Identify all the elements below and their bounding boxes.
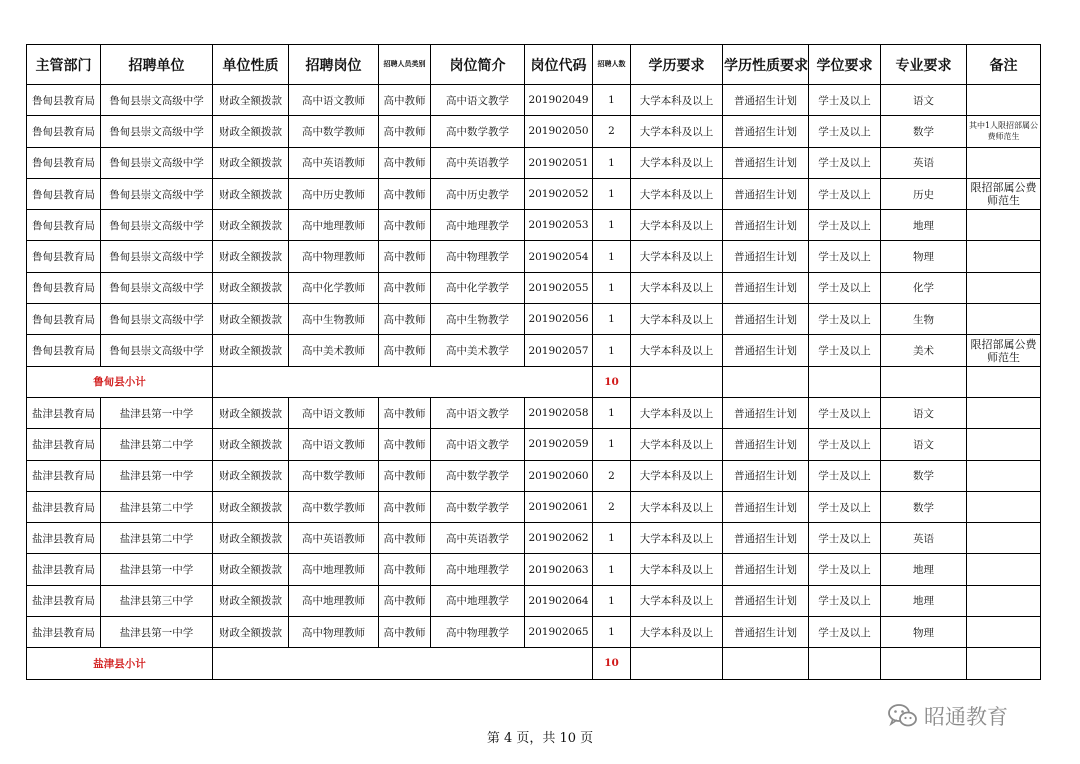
table-cell: 普通招生计划	[723, 429, 809, 460]
table-cell: 语文	[881, 397, 967, 428]
subtotal-blank	[213, 366, 593, 397]
table-row	[27, 523, 1041, 554]
table-cell: 普通招生计划	[723, 335, 809, 366]
subtotal-empty-cell	[809, 648, 881, 679]
table-cell: 普通招生计划	[723, 210, 809, 241]
table-cell: 1	[593, 272, 631, 303]
header-cell: 岗位代码	[525, 45, 593, 85]
table-cell: 高中教师	[379, 147, 431, 178]
table-cell: 语文	[881, 85, 967, 116]
table-cell: 财政全额拨款	[213, 617, 289, 648]
table-row	[27, 241, 1041, 272]
table-cell: 普通招生计划	[723, 241, 809, 272]
table-cell: 高中教师	[379, 304, 431, 335]
table-cell: 盐津县教育局	[27, 523, 101, 554]
subtotal-empty-cell	[967, 648, 1041, 679]
remark-cell: 限招部属公费师范生	[967, 335, 1041, 366]
table-cell: 高中美术教学	[431, 335, 525, 366]
table-cell: 财政全额拨款	[213, 116, 289, 147]
table-cell: 201902061	[525, 491, 593, 522]
table-cell: 盐津县第二中学	[101, 429, 213, 460]
table-row	[27, 617, 1041, 648]
table-cell: 高中语文教师	[289, 85, 379, 116]
table-cell: 大学本科及以上	[631, 585, 723, 616]
table-cell: 高中地理教学	[431, 585, 525, 616]
subtotal-value: 10	[593, 648, 631, 679]
table-cell: 财政全额拨款	[213, 85, 289, 116]
table-cell: 高中教师	[379, 272, 431, 303]
table-cell: 学士及以上	[809, 116, 881, 147]
table-cell: 201902064	[525, 585, 593, 616]
table-cell: 地理	[881, 210, 967, 241]
table-cell: 鲁甸县教育局	[27, 272, 101, 303]
remark-cell	[967, 85, 1041, 116]
table-cell: 财政全额拨款	[213, 429, 289, 460]
table-cell: 盐津县第三中学	[101, 585, 213, 616]
remark-cell	[967, 241, 1041, 272]
table-cell: 财政全额拨款	[213, 585, 289, 616]
table-cell: 高中生物教师	[289, 304, 379, 335]
header-cell: 学历性质要求	[723, 45, 809, 85]
remark-cell: 限招部属公费师范生	[967, 178, 1041, 209]
page-number: 第 4 页，共 10 页	[486, 731, 594, 746]
table-cell: 盐津县教育局	[27, 397, 101, 428]
table-cell: 数学	[881, 116, 967, 147]
table-cell: 普通招生计划	[723, 523, 809, 554]
table-cell: 盐津县第二中学	[101, 491, 213, 522]
table-cell: 学士及以上	[809, 460, 881, 491]
table-cell: 学士及以上	[809, 491, 881, 522]
watermark-text: 昭通教育	[924, 705, 1008, 729]
header-cell: 招聘岗位	[289, 45, 379, 85]
table-cell: 高中英语教师	[289, 147, 379, 178]
table-cell: 学士及以上	[809, 210, 881, 241]
table-cell: 鲁甸县崇文高级中学	[101, 335, 213, 366]
table-cell: 盐津县第一中学	[101, 554, 213, 585]
table-cell: 生物	[881, 304, 967, 335]
table-cell: 1	[593, 554, 631, 585]
header-cell: 专业要求	[881, 45, 967, 85]
table-cell: 盐津县教育局	[27, 460, 101, 491]
table-cell: 财政全额拨款	[213, 523, 289, 554]
subtotal-blank	[213, 648, 593, 679]
table-cell: 学士及以上	[809, 147, 881, 178]
table-cell: 2	[593, 491, 631, 522]
table-cell: 高中地理教师	[289, 210, 379, 241]
table-cell: 高中物理教学	[431, 617, 525, 648]
table-cell: 高中物理教师	[289, 241, 379, 272]
table-cell: 201902063	[525, 554, 593, 585]
table-cell: 语文	[881, 429, 967, 460]
watermark	[888, 700, 1008, 732]
table-cell: 大学本科及以上	[631, 491, 723, 522]
table-cell: 高中教师	[379, 491, 431, 522]
table-cell: 大学本科及以上	[631, 147, 723, 178]
table-cell: 学士及以上	[809, 272, 881, 303]
table-cell: 201902054	[525, 241, 593, 272]
header-cell: 学位要求	[809, 45, 881, 85]
table-cell: 大学本科及以上	[631, 85, 723, 116]
table-cell: 高中物理教学	[431, 241, 525, 272]
table-cell: 201902050	[525, 116, 593, 147]
subtotal-empty-cell	[723, 366, 809, 397]
table-cell: 1	[593, 523, 631, 554]
table-cell: 鲁甸县教育局	[27, 210, 101, 241]
subtotal-empty-cell	[881, 366, 967, 397]
table-cell: 普通招生计划	[723, 585, 809, 616]
table-cell: 普通招生计划	[723, 554, 809, 585]
table-cell: 普通招生计划	[723, 178, 809, 209]
table-cell: 201902059	[525, 429, 593, 460]
table-cell: 高中数学教学	[431, 460, 525, 491]
table-cell: 盐津县教育局	[27, 491, 101, 522]
table-cell: 鲁甸县教育局	[27, 178, 101, 209]
table-cell: 高中化学教师	[289, 272, 379, 303]
table-cell: 高中语文教师	[289, 397, 379, 428]
table-cell: 鲁甸县崇文高级中学	[101, 85, 213, 116]
table-cell: 学士及以上	[809, 304, 881, 335]
table-cell: 201902051	[525, 147, 593, 178]
remark-cell	[967, 523, 1041, 554]
table-row	[27, 460, 1041, 491]
table-cell: 高中历史教师	[289, 178, 379, 209]
remark-cell	[967, 554, 1041, 585]
header-cell: 招聘单位	[101, 45, 213, 85]
table-cell: 美术	[881, 335, 967, 366]
table-row	[27, 147, 1041, 178]
table-cell: 大学本科及以上	[631, 429, 723, 460]
table-cell: 1	[593, 304, 631, 335]
table-cell: 学士及以上	[809, 585, 881, 616]
table-cell: 普通招生计划	[723, 147, 809, 178]
table-cell: 大学本科及以上	[631, 523, 723, 554]
remark-cell	[967, 617, 1041, 648]
table-cell: 1	[593, 147, 631, 178]
table-cell: 高中教师	[379, 617, 431, 648]
table-cell: 201902053	[525, 210, 593, 241]
table-cell: 201902055	[525, 272, 593, 303]
table-cell: 高中数学教师	[289, 116, 379, 147]
remark-cell	[967, 491, 1041, 522]
table-cell: 历史	[881, 178, 967, 209]
table-cell: 1	[593, 617, 631, 648]
table-cell: 高中化学教学	[431, 272, 525, 303]
table-cell: 大学本科及以上	[631, 460, 723, 491]
table-cell: 高中语文教学	[431, 85, 525, 116]
table-cell: 英语	[881, 523, 967, 554]
table-row	[27, 304, 1041, 335]
table-cell: 高中教师	[379, 585, 431, 616]
table-cell: 财政全额拨款	[213, 241, 289, 272]
table-cell: 2	[593, 460, 631, 491]
table-cell: 财政全额拨款	[213, 147, 289, 178]
table-cell: 201902057	[525, 335, 593, 366]
table-cell: 高中数学教学	[431, 116, 525, 147]
table-cell: 财政全额拨款	[213, 491, 289, 522]
table-cell: 盐津县教育局	[27, 554, 101, 585]
table-cell: 201902058	[525, 397, 593, 428]
table-cell: 高中数学教师	[289, 460, 379, 491]
table-cell: 鲁甸县崇文高级中学	[101, 304, 213, 335]
table-cell: 鲁甸县崇文高级中学	[101, 178, 213, 209]
table-cell: 盐津县第一中学	[101, 460, 213, 491]
remark-cell: 其中1人限招部属公费师范生	[967, 116, 1041, 147]
subtotal-row	[27, 366, 1041, 397]
table-cell: 高中数学教学	[431, 491, 525, 522]
table-cell: 盐津县第二中学	[101, 523, 213, 554]
table-cell: 财政全额拨款	[213, 210, 289, 241]
table-cell: 大学本科及以上	[631, 116, 723, 147]
table-cell: 普通招生计划	[723, 116, 809, 147]
table-cell: 鲁甸县崇文高级中学	[101, 272, 213, 303]
table-cell: 普通招生计划	[723, 397, 809, 428]
table-row	[27, 116, 1041, 147]
table-cell: 高中教师	[379, 85, 431, 116]
header-cell: 备注	[967, 45, 1041, 85]
remark-cell	[967, 210, 1041, 241]
remark-cell	[967, 460, 1041, 491]
table-cell: 高中历史教学	[431, 178, 525, 209]
table-cell: 学士及以上	[809, 429, 881, 460]
header-cell: 主管部门	[27, 45, 101, 85]
table-cell: 高中英语教学	[431, 523, 525, 554]
table-body	[27, 85, 1041, 680]
table-cell: 201902052	[525, 178, 593, 209]
table-cell: 大学本科及以上	[631, 304, 723, 335]
header-cell: 岗位简介	[431, 45, 525, 85]
subtotal-value: 10	[593, 366, 631, 397]
table-cell: 鲁甸县崇文高级中学	[101, 210, 213, 241]
table-cell: 鲁甸县教育局	[27, 147, 101, 178]
table-cell: 地理	[881, 554, 967, 585]
table-cell: 化学	[881, 272, 967, 303]
table-cell: 高中教师	[379, 178, 431, 209]
table-cell: 鲁甸县崇文高级中学	[101, 116, 213, 147]
table-cell: 1	[593, 85, 631, 116]
header-cell: 单位性质	[213, 45, 289, 85]
table-cell: 财政全额拨款	[213, 304, 289, 335]
table-cell: 鲁甸县教育局	[27, 85, 101, 116]
header-cell: 学历要求	[631, 45, 723, 85]
remark-cell	[967, 429, 1041, 460]
table-cell: 大学本科及以上	[631, 397, 723, 428]
table-cell: 鲁甸县崇文高级中学	[101, 241, 213, 272]
table-cell: 高中数学教师	[289, 491, 379, 522]
table-cell: 高中物理教师	[289, 617, 379, 648]
table-cell: 1	[593, 210, 631, 241]
table-cell: 鲁甸县教育局	[27, 116, 101, 147]
table-cell: 财政全额拨款	[213, 460, 289, 491]
table-cell: 1	[593, 178, 631, 209]
header-cell: 招聘人员类别	[379, 45, 431, 85]
table-row	[27, 554, 1041, 585]
table-cell: 盐津县第一中学	[101, 617, 213, 648]
table-cell: 高中教师	[379, 397, 431, 428]
table-cell: 大学本科及以上	[631, 241, 723, 272]
table-cell: 学士及以上	[809, 241, 881, 272]
table-cell: 高中地理教师	[289, 554, 379, 585]
table-cell: 财政全额拨款	[213, 178, 289, 209]
table-cell: 学士及以上	[809, 523, 881, 554]
table-cell: 学士及以上	[809, 554, 881, 585]
table-cell: 地理	[881, 585, 967, 616]
table-cell: 高中语文教学	[431, 429, 525, 460]
table-cell: 盐津县教育局	[27, 429, 101, 460]
subtotal-empty-cell	[631, 366, 723, 397]
table-cell: 高中英语教师	[289, 523, 379, 554]
table-cell: 普通招生计划	[723, 304, 809, 335]
table-cell: 高中语文教师	[289, 429, 379, 460]
table-cell: 大学本科及以上	[631, 335, 723, 366]
table-cell: 学士及以上	[809, 178, 881, 209]
table-cell: 鲁甸县教育局	[27, 335, 101, 366]
table-cell: 学士及以上	[809, 397, 881, 428]
table-cell: 高中教师	[379, 116, 431, 147]
table-cell: 201902065	[525, 617, 593, 648]
table-cell: 1	[593, 585, 631, 616]
header-cell: 招聘人数	[593, 45, 631, 85]
table-cell: 高中语文教学	[431, 397, 525, 428]
table-cell: 学士及以上	[809, 335, 881, 366]
table-cell: 201902062	[525, 523, 593, 554]
table-row	[27, 335, 1041, 366]
table-cell: 1	[593, 429, 631, 460]
table-cell: 大学本科及以上	[631, 272, 723, 303]
table-row	[27, 585, 1041, 616]
subtotal-empty-cell	[967, 366, 1041, 397]
table-cell: 财政全额拨款	[213, 272, 289, 303]
subtotal-empty-cell	[631, 648, 723, 679]
table-cell: 盐津县教育局	[27, 585, 101, 616]
table-cell: 201902056	[525, 304, 593, 335]
subtotal-empty-cell	[809, 366, 881, 397]
table-cell: 学士及以上	[809, 85, 881, 116]
subtotal-label: 鲁甸县小计	[27, 366, 213, 397]
table-cell: 大学本科及以上	[631, 554, 723, 585]
table-row	[27, 178, 1041, 209]
table-cell: 物理	[881, 241, 967, 272]
table-cell: 高中教师	[379, 523, 431, 554]
table-cell: 鲁甸县教育局	[27, 304, 101, 335]
table-cell: 财政全额拨款	[213, 397, 289, 428]
table-cell: 盐津县第一中学	[101, 397, 213, 428]
table-cell: 数学	[881, 460, 967, 491]
table-cell: 1	[593, 397, 631, 428]
table-cell: 数学	[881, 491, 967, 522]
table-cell: 高中教师	[379, 241, 431, 272]
table-row	[27, 397, 1041, 428]
table-cell: 高中教师	[379, 210, 431, 241]
table-cell: 高中教师	[379, 429, 431, 460]
table-cell: 财政全额拨款	[213, 335, 289, 366]
table-cell: 盐津县教育局	[27, 617, 101, 648]
wechat-icon	[888, 703, 918, 729]
remark-cell	[967, 304, 1041, 335]
table-cell: 大学本科及以上	[631, 210, 723, 241]
table-cell: 高中生物教学	[431, 304, 525, 335]
table-row	[27, 429, 1041, 460]
table-cell: 201902049	[525, 85, 593, 116]
table-cell: 普通招生计划	[723, 491, 809, 522]
table-cell: 2	[593, 116, 631, 147]
table-cell: 普通招生计划	[723, 272, 809, 303]
table-cell: 鲁甸县教育局	[27, 241, 101, 272]
table-cell: 高中英语教学	[431, 147, 525, 178]
table-header-row	[27, 45, 1041, 85]
table-cell: 1	[593, 241, 631, 272]
table-cell: 高中美术教师	[289, 335, 379, 366]
table-cell: 英语	[881, 147, 967, 178]
table-cell: 高中教师	[379, 554, 431, 585]
table-cell: 201902060	[525, 460, 593, 491]
table-cell: 财政全额拨款	[213, 554, 289, 585]
remark-cell	[967, 585, 1041, 616]
subtotal-row	[27, 648, 1041, 679]
table-cell: 鲁甸县崇文高级中学	[101, 147, 213, 178]
table-cell: 普通招生计划	[723, 460, 809, 491]
table-cell: 大学本科及以上	[631, 178, 723, 209]
table-cell: 高中地理教学	[431, 210, 525, 241]
recruitment-table	[26, 44, 1041, 680]
table-cell: 高中地理教学	[431, 554, 525, 585]
subtotal-label: 盐津县小计	[27, 648, 213, 679]
subtotal-empty-cell	[723, 648, 809, 679]
table-cell: 高中教师	[379, 460, 431, 491]
table-row	[27, 491, 1041, 522]
subtotal-empty-cell	[881, 648, 967, 679]
table-cell: 普通招生计划	[723, 617, 809, 648]
table-cell: 1	[593, 335, 631, 366]
remark-cell	[967, 147, 1041, 178]
table-row	[27, 210, 1041, 241]
table-cell: 普通招生计划	[723, 85, 809, 116]
table-row	[27, 85, 1041, 116]
remark-cell	[967, 272, 1041, 303]
table-cell: 物理	[881, 617, 967, 648]
table-cell: 大学本科及以上	[631, 617, 723, 648]
table-cell: 高中地理教师	[289, 585, 379, 616]
table-cell: 学士及以上	[809, 617, 881, 648]
table-row	[27, 272, 1041, 303]
remark-cell	[967, 397, 1041, 428]
table-cell: 高中教师	[379, 335, 431, 366]
